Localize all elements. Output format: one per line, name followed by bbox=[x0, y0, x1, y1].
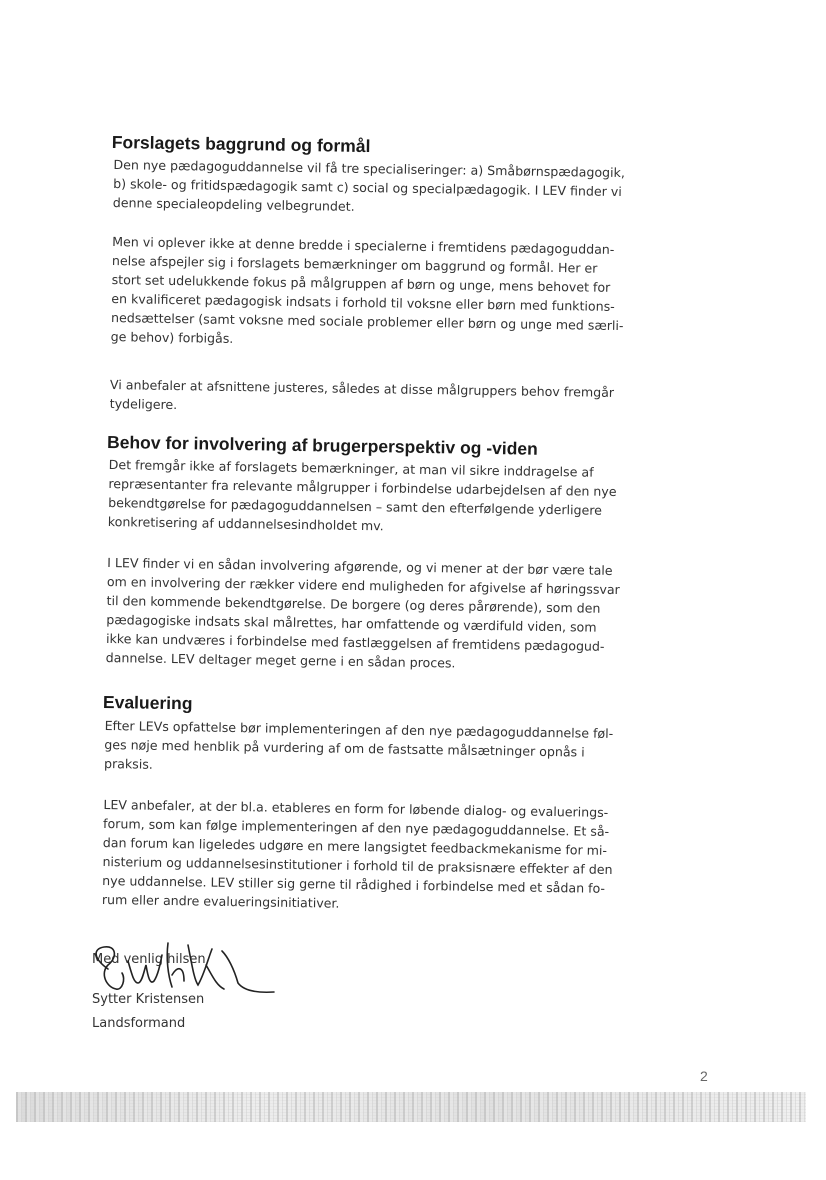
paragraph-baggrund-1: Den nye pædagoguddannelse vil få tre specialiseringer: a) Småbørnspædagogik, b) skole- og fritidspædagogik samt c) social og specialpædagogik. I LEV finder vi denne specialeopdeling velbegrundet. bbox=[112, 157, 626, 214]
heading-baggrund: Forslagets baggrund og formål bbox=[111, 132, 371, 157]
paragraph-baggrund-2: Men vi oplever ikke at denne bredde i specialerne i fremtidens pædagoguddan- nelse afspejler sig i forslagets bemærkninger om baggrund og formål. Her er stort set udelukkende fokus på målgruppen af børn og unge, mens behovet for en kvalificeret pædagogisk indsats i forhold til voksne eller børn med funktions- nedsættelser (samt voksne med sociale problemer eller børn og unge med særli- ge behov) forbigås. bbox=[110, 234, 624, 346]
handwritten-signature bbox=[88, 935, 278, 1015]
paragraph-involvering-2: I LEV finder vi en sådan involvering afgørende, og vi mener at der bør være tale om en involvering der rækker videre end muligheden for afgivelse af høringssvar til den kommende bekendtgørelse. De borgere (og deres pårørende), som den pædagogiske indsats skal målrettes, har omfattende og værdifuld viden, som ikke kan undværes i forbindelse med fastlæggelsen af fremtidens pædagogud- dannelse. LEV deltager meget gerne i en sådan proces. bbox=[105, 555, 620, 671]
heading-evaluering: Evaluering bbox=[102, 691, 193, 714]
paragraph-involvering-1: Det fremgår ikke af forslagets bemærkninger, at man vil sikre inddragelse af repræsentanter fra relevante målgrupper i forbindelse udarbejdelsen af den nye bekendtgørelse for pædagoguddannelsen – samt den efterfølgende yderligere konkretisering af uddannelsesindholdet mv. bbox=[107, 457, 617, 534]
closing-greeting: Med venlig hilsen bbox=[92, 952, 206, 967]
signer-name: Sytter Kristensen bbox=[92, 992, 205, 1007]
heading-involvering: Behov for involvering af brugerperspektiv og -viden bbox=[106, 431, 538, 459]
page-number: 2 bbox=[700, 1068, 708, 1084]
paragraph-baggrund-3: Vi anbefaler at afsnittene justeres, således at disse målgruppers behov fremgår tydeligere. bbox=[109, 377, 615, 413]
paragraph-evaluering-2: LEV anbefaler, at der bl.a. etableres en form for løbende dialog- og evaluerings- forum, som kan følge implementeringen af den nye pædagoguddannelse. Et så- dan forum kan ligeledes udgøre en mere langsigtet feedbackmekanisme for mi- nisterium og uddannelsesinstitutioner i forhold til de praksisnære effekter af den nye uddannelse. LEV stiller sig gerne til rådighed i forbindelse med et sådan fo- rum eller andre evalueringsinitiativer. bbox=[101, 796, 613, 911]
scan-edge-artifact bbox=[16, 1092, 806, 1122]
paragraph-evaluering-1: Efter LEVs opfattelse bør implementeringen af den nye pædagoguddannelse føl- ges nøje med henblik på vurdering af om de fastsatte målsætninger opnås i praksis. bbox=[103, 717, 614, 772]
signer-title: Landsformand bbox=[92, 1016, 186, 1031]
